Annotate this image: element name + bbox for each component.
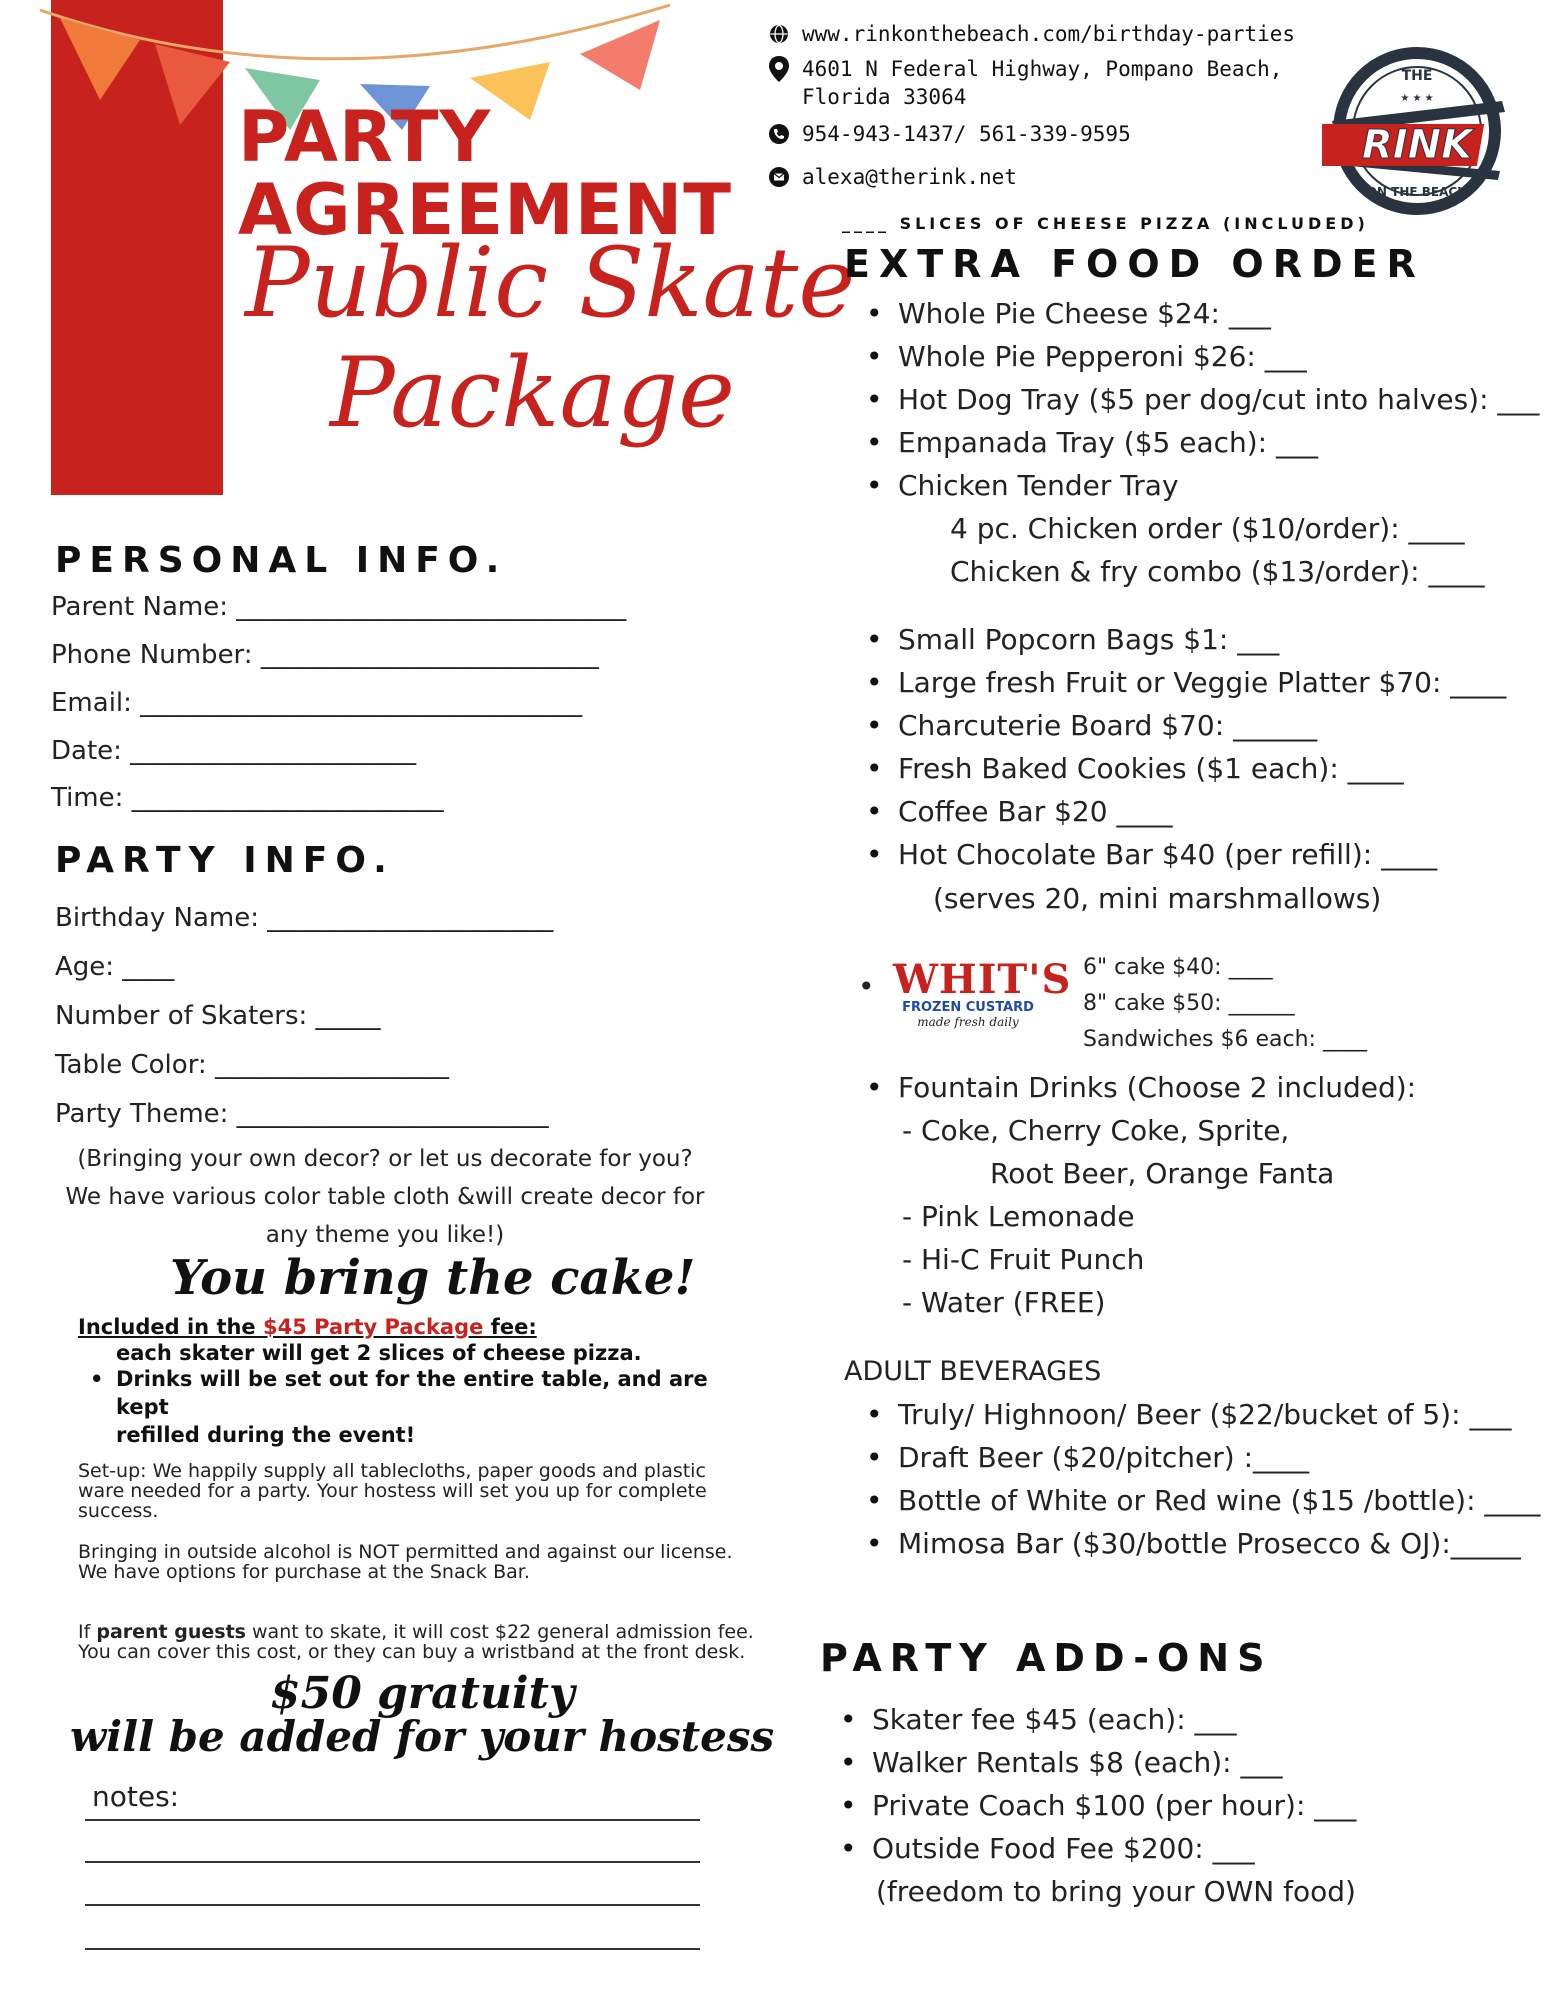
extra-food-list <box>858 292 1539 507</box>
guests-line-1 <box>78 1622 798 1642</box>
logo-main-text: RINK <box>1361 122 1473 168</box>
whits-sandwiches[interactable]: Sandwiches $6 each: ____ <box>1083 1027 1367 1052</box>
logo-top-text: THE <box>1401 68 1433 84</box>
parent-name-field[interactable]: Parent Name: ______________________________ <box>51 592 627 622</box>
list-item[interactable]: • Fresh Baked Cookies ($1 each): ____ <box>858 747 1506 790</box>
decor-note-line-2: We have various color table cloth &will create decor for <box>65 1184 705 1210</box>
included-line-2-text: Drinks will be set out for the entire table, and are kept <box>116 1367 708 1419</box>
drink-option[interactable]: - Pink Lemonade <box>902 1200 1135 1233</box>
list-item[interactable]: • Private Coach $100 (per hour): ___ <box>832 1784 1356 1827</box>
list-item[interactable]: • Coffee Bar $20 ____ <box>858 790 1506 833</box>
extra-food-list-2 <box>858 618 1506 876</box>
title-party: PARTY <box>238 96 492 178</box>
list-item[interactable]: • Draft Beer ($20/pitcher) :____ <box>858 1436 1540 1479</box>
map-pin-icon <box>768 58 790 80</box>
decor-note-line-1: (Bringing your own decor? or let us decorate for you? <box>77 1146 693 1172</box>
party-theme-field[interactable]: Party Theme: ________________________ <box>55 1099 549 1129</box>
date-field[interactable]: Date: ______________________ <box>51 736 417 766</box>
phone-text[interactable]: 954-943-1437/ 561-339-9595 <box>802 122 1131 146</box>
party-addons-list <box>832 1698 1356 1870</box>
included-line-3: refilled during the event! <box>116 1423 416 1447</box>
included-line-1: each skater will get 2 slices of cheese pizza. <box>116 1341 642 1365</box>
outside-food-note: (freedom to bring your OWN food) <box>876 1875 1356 1908</box>
whits-bullet: • <box>858 970 875 1003</box>
guests-trail: want to skate, it will cost $22 general admission fee. <box>245 1621 754 1643</box>
list-item[interactable]: • Outside Food Fee $200: ___ <box>832 1827 1356 1870</box>
email-row <box>768 163 1017 191</box>
included-section <box>78 1313 758 1449</box>
note-line[interactable] <box>85 1861 700 1863</box>
decor-note <box>40 1140 730 1254</box>
list-item[interactable]: • Whole Pie Cheese $24: ___ <box>858 292 1539 335</box>
drink-option[interactable]: - Water (FREE) <box>902 1286 1106 1319</box>
note-line[interactable] <box>85 1948 700 1950</box>
drink-option[interactable]: - Hi-C Fruit Punch <box>902 1243 1145 1276</box>
list-item[interactable]: • Skater fee $45 (each): ___ <box>832 1698 1356 1741</box>
alcohol-line-1: Bringing in outside alcohol is NOT permitted and against our license. <box>78 1541 733 1563</box>
whits-6-inch-cake[interactable]: 6" cake $40: ____ <box>1083 955 1273 980</box>
fountain-drinks-list <box>858 1066 1416 1109</box>
list-item[interactable]: • Walker Rentals $8 (each): ___ <box>832 1741 1356 1784</box>
party-addons-heading: PARTY ADD-ONS <box>820 1636 1273 1680</box>
whits-brand: WHIT'S <box>893 956 1072 1003</box>
gratuity-script-line-1: $50 gratuity <box>270 1668 575 1719</box>
list-item[interactable]: • Mimosa Bar ($30/bottle Prosecco & OJ):_____ <box>858 1522 1540 1565</box>
birthday-name-field[interactable]: Birthday Name: ______________________ <box>55 903 554 933</box>
adult-beverages-heading: ADULT BEVERAGES <box>844 1356 1102 1387</box>
website-row <box>768 20 1295 48</box>
personal-info-heading: PERSONAL INFO. <box>55 540 508 581</box>
script-title-package: Package <box>330 337 735 449</box>
list-item[interactable]: • Charcuterie Board $70: ______ <box>858 704 1506 747</box>
rink-logo <box>1322 46 1512 216</box>
list-item: • Chicken Tender Tray <box>858 464 1539 507</box>
number-of-skaters-field[interactable]: Number of Skaters: _____ <box>55 1001 381 1031</box>
included-lead: Included in the <box>78 1315 263 1339</box>
email-field[interactable]: Email: __________________________________ <box>51 688 583 718</box>
logo-stars: ★ ★ ★ <box>1400 93 1434 104</box>
chicken-sub-item-2[interactable]: Chicken & fry combo ($13/order): ____ <box>950 555 1485 588</box>
list-item[interactable]: • Small Popcorn Bags $1: ___ <box>858 618 1506 661</box>
phone-icon <box>768 123 790 145</box>
address-text <box>802 55 1282 112</box>
setup-policy <box>78 1461 778 1521</box>
guests-bold: parent guests <box>96 1621 246 1643</box>
phone-number-field[interactable]: Phone Number: __________________________ <box>51 640 599 670</box>
guests-policy <box>78 1622 798 1662</box>
adult-beverages-list <box>858 1393 1540 1565</box>
list-item[interactable]: • Large fresh Fruit or Veggie Platter $70: ____ <box>858 661 1506 704</box>
party-info-heading: PARTY INFO. <box>55 840 395 881</box>
address-line-1: 4601 N Federal Highway, Pompano Beach, <box>802 57 1283 81</box>
phone-row <box>768 120 1131 148</box>
setup-line-3: success. <box>78 1500 159 1522</box>
hot-chocolate-note: (serves 20, mini marshmallows) <box>933 882 1382 915</box>
party-package-link[interactable]: $45 Party Package <box>262 1315 484 1339</box>
drink-option: Root Beer, Orange Fanta <box>990 1157 1335 1190</box>
decor-note-line-3: any theme you like!) <box>265 1222 505 1248</box>
list-item[interactable]: • Hot Chocolate Bar $40 (per refill): ____ <box>858 833 1506 876</box>
whits-sub: FROZEN CUSTARD <box>902 1000 1034 1015</box>
list-item[interactable]: • Hot Dog Tray ($5 per dog/cut into halves): ___ <box>858 378 1539 421</box>
whits-8-inch-cake[interactable]: 8" cake $50: ______ <box>1083 991 1295 1016</box>
list-item[interactable]: • Whole Pie Pepperoni $26: ___ <box>858 335 1539 378</box>
guests-lead: If <box>78 1621 97 1643</box>
note-line[interactable] <box>85 1819 700 1821</box>
list-item[interactable]: • Truly/ Highnoon/ Beer ($22/bucket of 5): ___ <box>858 1393 1540 1436</box>
whits-options <box>1083 950 1367 1058</box>
email-link[interactable]: alexa@therink.net <box>802 165 1017 189</box>
age-field[interactable]: Age: ____ <box>55 952 175 982</box>
alcohol-policy <box>78 1542 798 1582</box>
fountain-drinks-title: • Fountain Drinks (Choose 2 included): <box>858 1066 1416 1109</box>
list-item[interactable]: • Empanada Tray ($5 each): ___ <box>858 421 1539 464</box>
extra-food-heading: EXTRA FOOD ORDER <box>844 242 1425 286</box>
bring-cake-script: You bring the cake! <box>170 1250 696 1306</box>
mail-icon <box>768 166 790 188</box>
whits-tagline: made fresh daily <box>917 1015 1019 1029</box>
address-line-2: Florida 33064 <box>802 85 967 110</box>
title-agreement: AGREEMENT <box>238 169 732 251</box>
included-trail: fee: <box>483 1315 537 1339</box>
globe-icon <box>768 23 790 45</box>
website-link[interactable]: www.rinkonthebeach.com/birthday-parties <box>802 22 1296 46</box>
included-heading <box>78 1313 758 1341</box>
logo-bottom-text: ON THE BEACH <box>1366 185 1468 199</box>
whits-logo <box>893 956 1072 1029</box>
note-line[interactable] <box>85 1904 700 1906</box>
guests-line-2: You can cover this cost, or they can buy a wristband at the front desk. <box>78 1641 746 1663</box>
table-color-field[interactable]: Table Color: __________________ <box>55 1050 449 1080</box>
included-line-2: • Drinks will be set out for the entire table, and are kept <box>90 1367 708 1419</box>
alcohol-line-2: We have options for purchase at the Snack Bar. <box>78 1561 530 1583</box>
setup-line-2: ware needed for a party. Your hostess will set you up for complete <box>78 1480 707 1502</box>
time-field[interactable]: Time: ________________________ <box>51 783 444 813</box>
notes-label: notes: <box>92 1780 180 1813</box>
drink-option[interactable]: - Coke, Cherry Coke, Sprite, <box>902 1114 1290 1147</box>
gratuity-script-line-2: will be added for your hostess <box>70 1712 775 1761</box>
setup-line-1: Set-up: We happily supply all tablecloths, paper goods and plastic <box>78 1460 706 1482</box>
list-item[interactable]: • Bottle of White or Red wine ($15 /bottle): ____ <box>858 1479 1540 1522</box>
chicken-sub-item-1[interactable]: 4 pc. Chicken order ($10/order): ____ <box>950 512 1465 545</box>
pizza-slices-line[interactable]: ____ SLICES OF CHEESE PIZZA (INCLUDED) <box>842 214 1369 233</box>
address-row <box>768 55 1282 112</box>
script-title-public-skate: Public Skate <box>245 227 856 339</box>
